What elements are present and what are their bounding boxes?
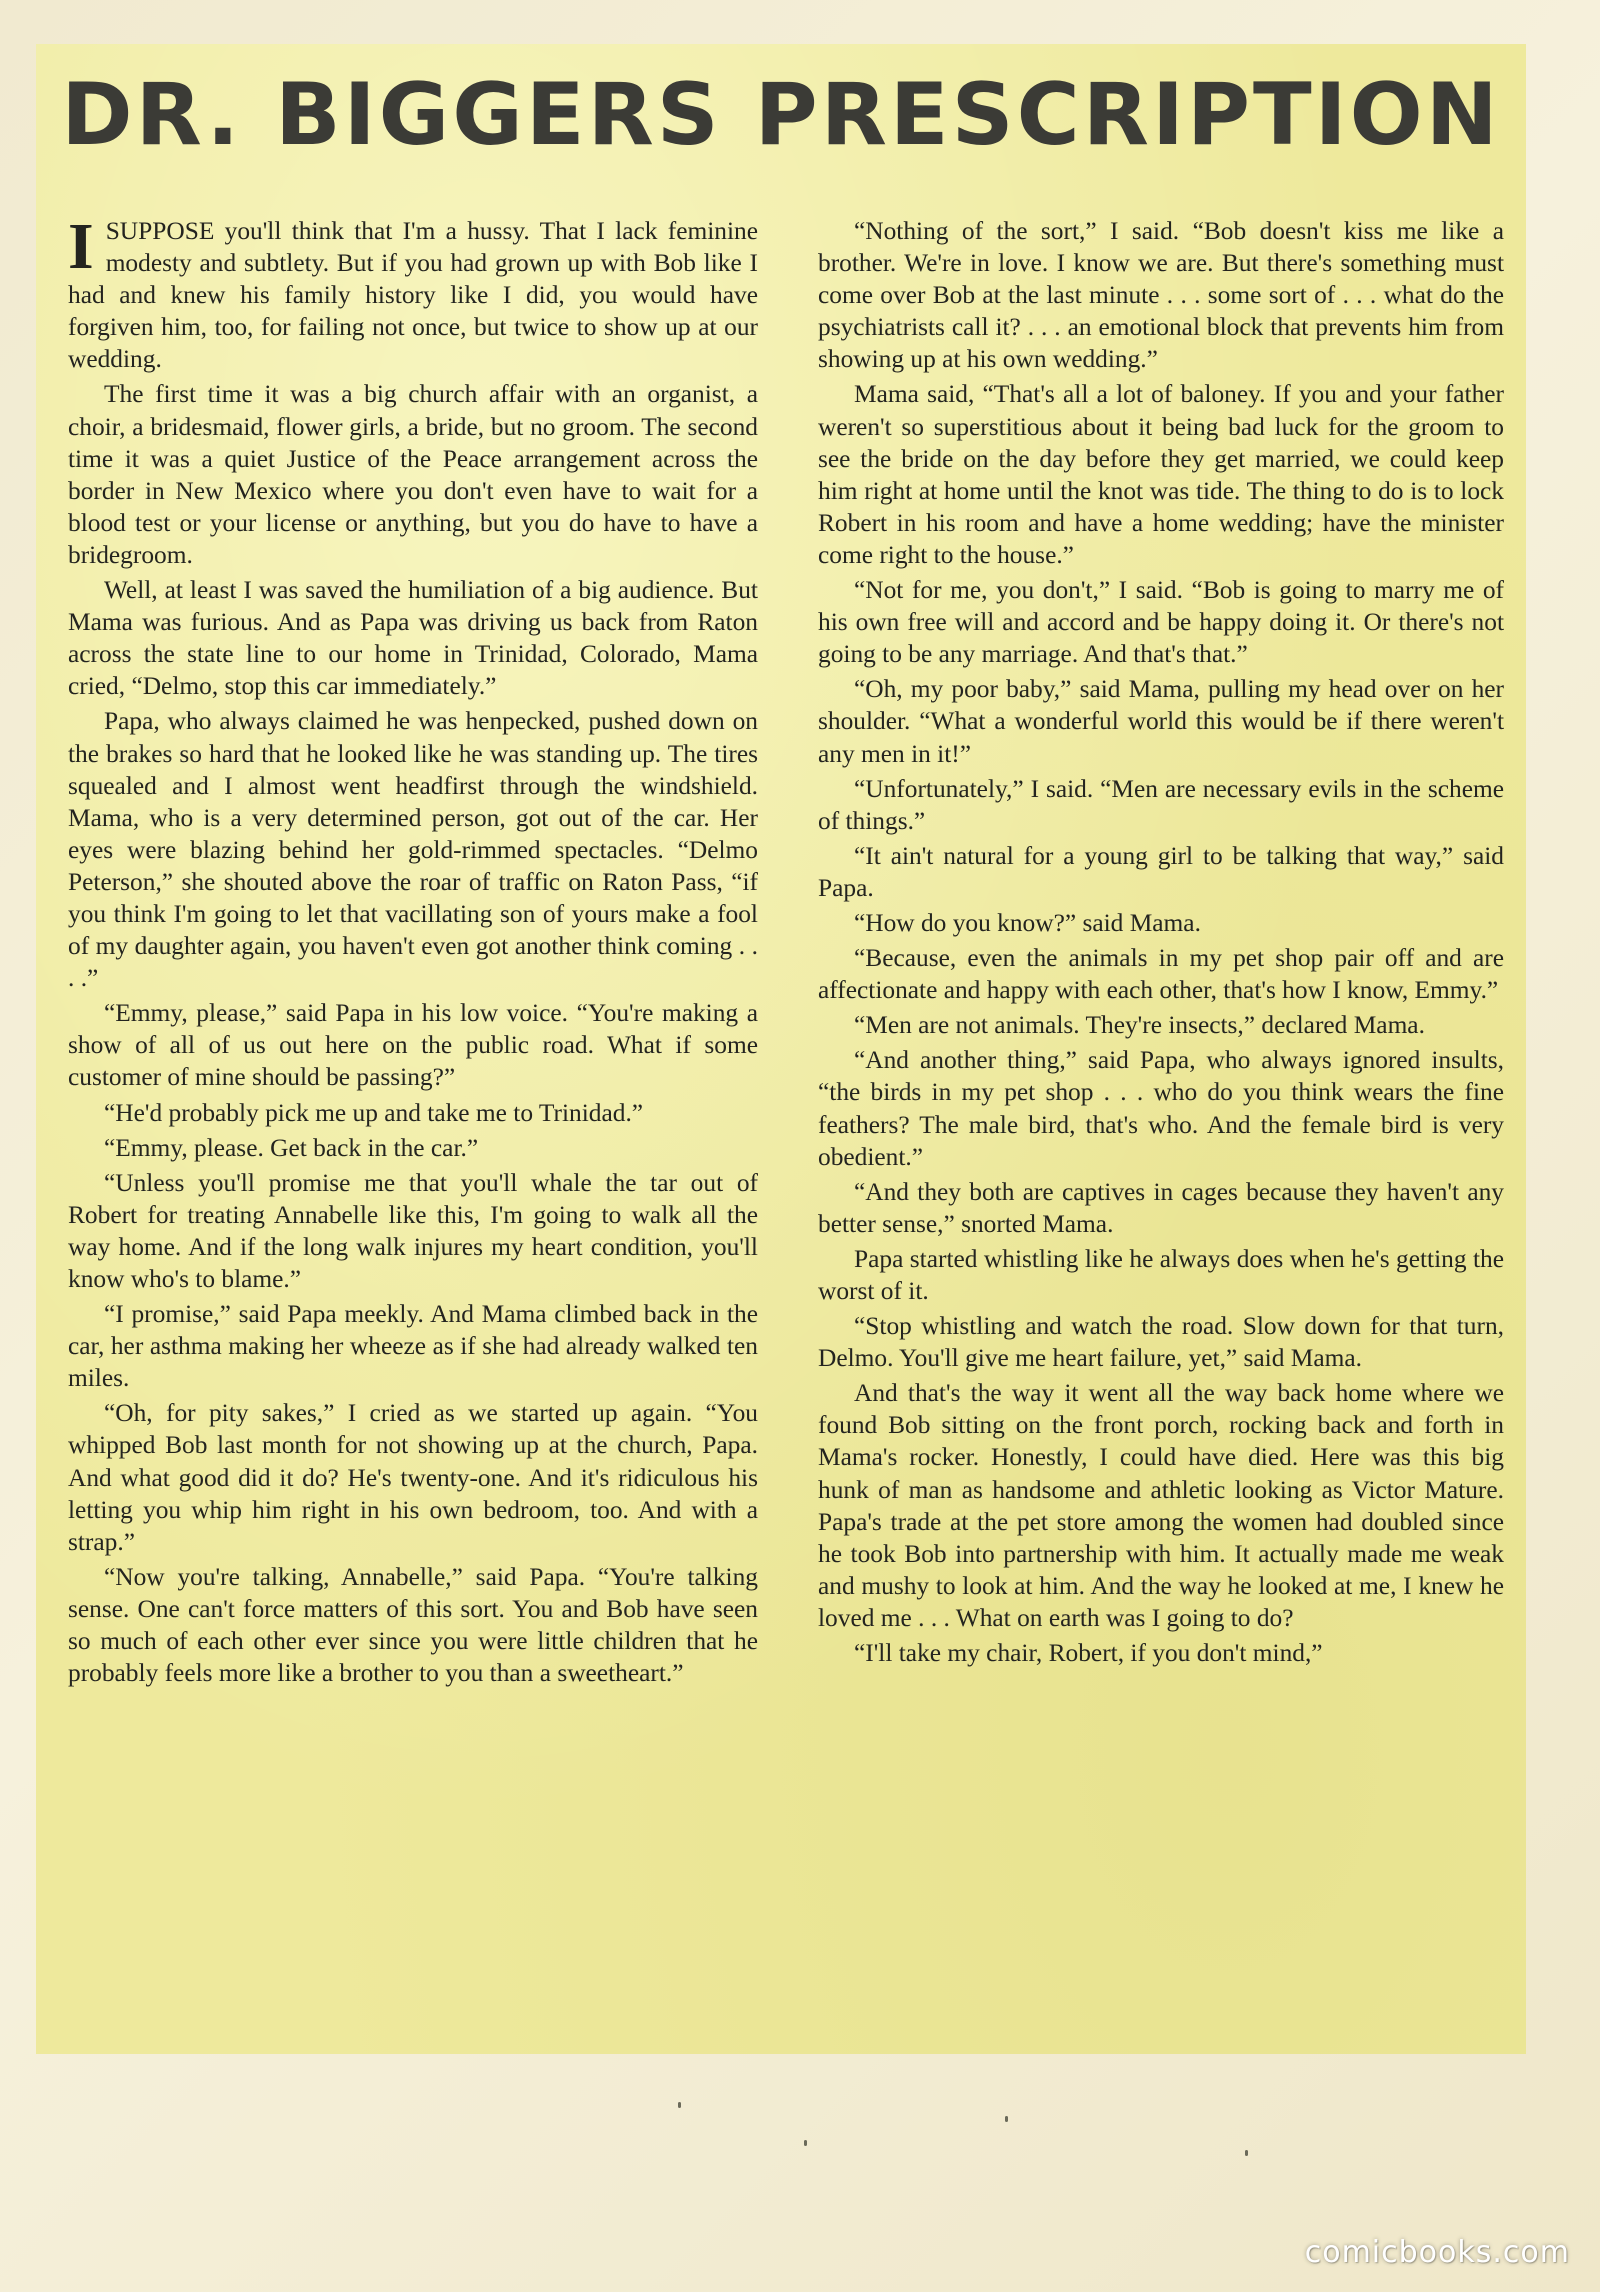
paragraph: “It ain't natural for a young girl to be talking that way,” said Papa. <box>818 841 1504 902</box>
drop-cap: I <box>68 210 94 283</box>
paragraph: Mama said, “That's all a lot of baloney. If you and your father weren't so superstitious about it being bad luck for the groom to see the bride on the day before they get married, we could keep him right at home until the knot was tide. The thing to do is to lock Robert in his room and have a home wedding; have the minister come right to the house.” <box>818 380 1504 569</box>
paragraph: “He'd probably pick me up and take me to Trinidad.” <box>104 1098 644 1127</box>
paragraph: “Nothing of the sort,” I said. “Bob doesn't kiss me like a brother. We're in love. I know we are. But there's something must come over Bob at the last minute . . . some sort of . . . what do the psychiatrists call it? . . . an emotional block that prevents him from showing up at his own wedding.” <box>818 217 1504 374</box>
paragraph: “Oh, my poor baby,” said Mama, pulling my head over on her shoulder. “What a wonderful world this would be if there weren't any men in it!” <box>818 675 1504 768</box>
paragraph: Papa, who always claimed he was henpecked, pushed down on the brakes so hard that he looked like he was standing up. The tires squealed and I almost went headfirst through the windshield. Mama, who is a very determined person, got out of the car. Her eyes were blazing behind her gold-rimmed spectacles. “Delmo Peterson,” she shouted above the roar of traffic on Raton Pass, “if you think I'm going to let that vacillating son of yours make a fool of my daughter again, you haven't even got another think coming . . . .” <box>68 707 758 993</box>
paragraph-text: SUPPOSE you'll think that I'm a hussy. That I lack feminine modesty and subtlety. But if you had grown up with Bob like I had and knew his family history like I did, you would have forgiven him, too, for failing not once, but twice to show up at our wedding. <box>68 217 758 374</box>
paragraph: “Stop whistling and watch the road. Slow down for that turn, Delmo. You'll give me heart failure, yet,” said Mama. <box>818 1312 1504 1373</box>
paragraph: “And they both are captives in cages because they haven't any better sense,” snorted Mama. <box>818 1177 1504 1238</box>
watermark: comicbooks.com <box>1304 2235 1570 2270</box>
print-speck <box>804 2140 807 2146</box>
paragraph: “Not for me, you don't,” I said. “Bob is going to marry me of his own free will and accord and be happy doing it. Or there's not going to be any marriage. And that's that.” <box>818 576 1504 669</box>
story-title: DR. BIGGERS PRESCRIPTION <box>61 65 1501 165</box>
paragraph: “How do you know?” said Mama. <box>854 908 1201 937</box>
print-speck <box>1005 2116 1008 2122</box>
paragraph: Papa started whistling like he always does when he's getting the worst of it. <box>818 1244 1504 1305</box>
paragraph: “Unless you'll promise me that you'll whale the tar out of Robert for treating Annabelle like this, I'm going to walk all the way home. And if the long walk injures my heart condition, you'll know who's to blame.” <box>68 1168 758 1293</box>
paragraph: “I promise,” said Papa meekly. And Mama climbed back in the car, her asthma making her wheeze as if she had already walked ten miles. <box>68 1300 758 1393</box>
paragraph: “And another thing,” said Papa, who always ignored insults, “the birds in my pet shop . . . who do you think wears the fine feathers? The male bird, that's who. And the female bird is very obedient.” <box>818 1046 1504 1171</box>
story-column-left <box>68 210 758 1692</box>
paragraph: The first time it was a big church affair with an organist, a choir, a bridesmaid, flower girls, a bride, but no groom. The second time it was a quiet Justice of the Peace arrangement across the border in New Mexico where you don't even have to wait for a blood test or your license or anything, but you do have to have a bridegroom. <box>68 380 758 569</box>
paragraph: And that's the way it went all the way back home where we found Bob sitting on the front porch, rocking back and forth in Mama's rocker. Honestly, I could have died. Here was this big hunk of man as handsome and athletic looking as Victor Mature. Papa's trade at the pet store among the women had doubled since he took Bob into partnership with him. It actually made me weak and mushy to look at him. And the way he looked at me, I knew he loved me . . . What on earth was I going to do? <box>818 1379 1504 1632</box>
story-column-right <box>818 215 1504 1672</box>
paragraph: “Emmy, please,” said Papa in his low voice. “You're making a show of all of us out here on the public road. What if some customer of mine should be passing?” <box>68 999 758 1092</box>
paragraph: “I'll take my chair, Robert, if you don't mind,” <box>854 1639 1323 1668</box>
paragraph: Well, at least I was saved the humiliation of a big audience. But Mama was furious. And as Papa was driving us back from Raton across the state line to our home in Trinidad, Colorado, Mama cried, “Delmo, stop this car immediately.” <box>68 576 758 701</box>
paragraph: “Because, even the animals in my pet shop pair off and are affectionate and happy with each other, that's how I know, Emmy.” <box>818 944 1504 1005</box>
paragraph: “Emmy, please. Get back in the car.” <box>104 1133 479 1162</box>
paragraph: “Unfortunately,” I said. “Men are necessary evils in the scheme of things.” <box>818 774 1504 835</box>
paragraph <box>68 210 758 375</box>
paragraph: “Oh, for pity sakes,” I cried as we started up again. “You whipped Bob last month for not showing up at the church, Papa. And what good did it do? He's twenty-one. And it's ridiculous his letting you whip him right in his own bedroom, too. And with a strap.” <box>68 1399 758 1556</box>
print-speck <box>678 2102 681 2108</box>
print-speck <box>1245 2150 1248 2156</box>
paragraph: “Men are not animals. They're insects,” declared Mama. <box>854 1011 1425 1040</box>
paragraph: “Now you're talking, Annabelle,” said Papa. “You're talking sense. One can't force matters of this sort. You and Bob have seen so much of each other ever since you were little children that he probably feels more like a brother to you than a sweetheart.” <box>68 1562 758 1688</box>
